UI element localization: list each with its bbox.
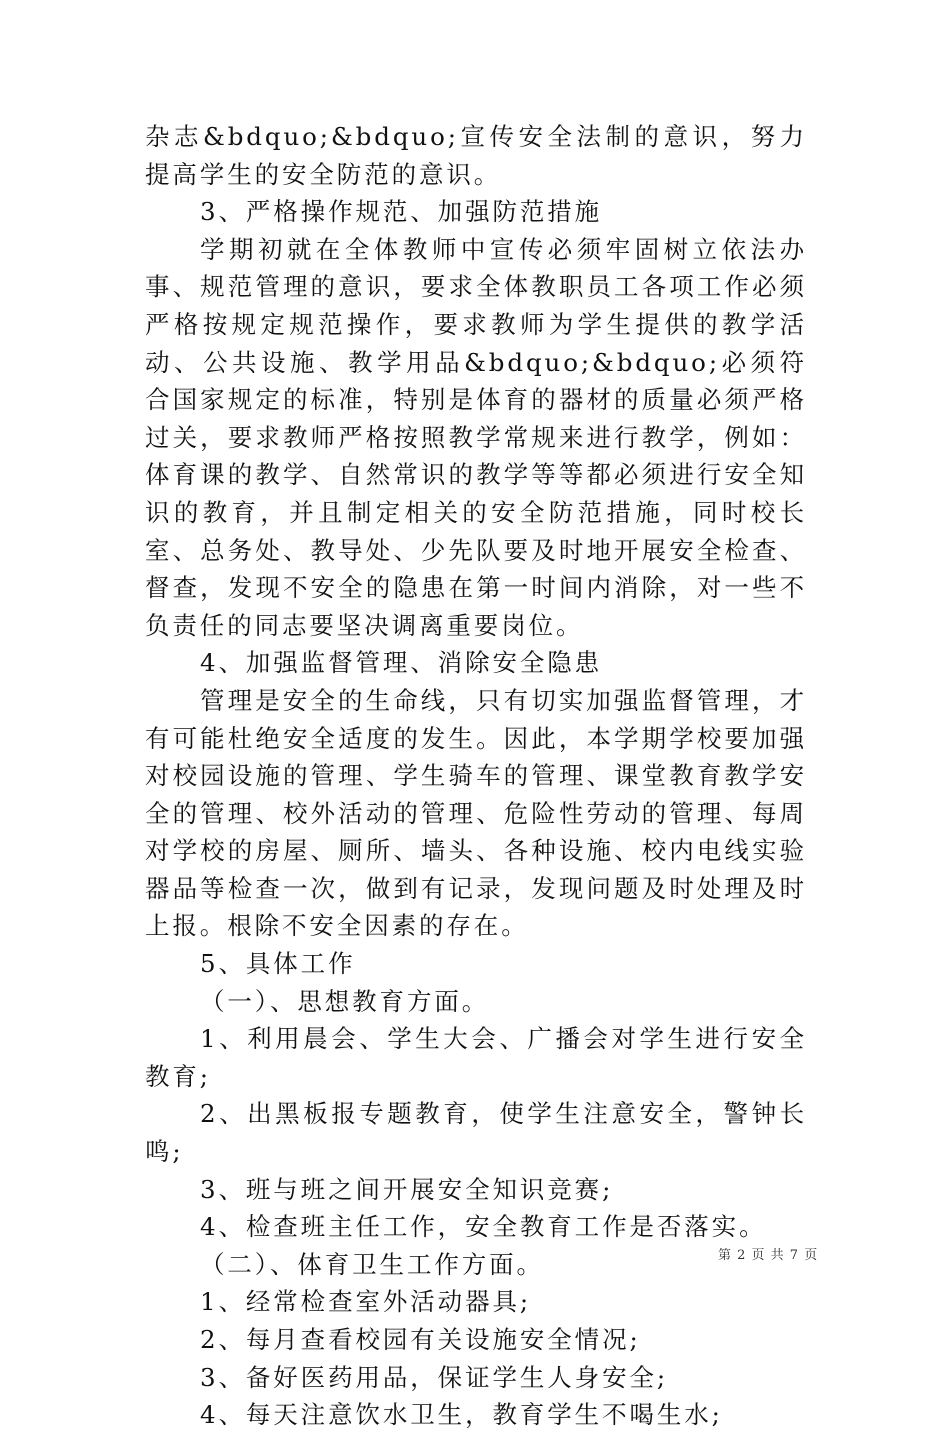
section-heading-3: 3、严格操作规范、加强防范措施 xyxy=(200,197,603,227)
section-heading-4: 4、加强监督管理、消除安全隐患 xyxy=(200,648,603,678)
list-item: 1、经常检查室外活动器具; xyxy=(200,1287,532,1317)
paragraph-intro-continuation: 杂志&bdquo;&bdquo;宣传安全法制的意识，努力提高学生的安全防范的意识。 xyxy=(145,122,807,189)
list-item: 2、出黑板报专题教育，使学生注意安全，警钟长鸣; xyxy=(145,1099,807,1167)
list-item: 4、检查班主任工作，安全教育工作是否落实。 xyxy=(200,1212,767,1242)
paragraph-section-4-body: 管理是安全的生命线，只有切实加强监督管理，才有可能杜绝安全适度的发生。因此，本学期学校要加强对校园设施的管理、学生骑车的管理、课堂教育教学安全的管理、校外活动的管理、危险性劳动的管理、每周对学校的房屋、厕所、墙头、各种设施、校内电线实验器品等检查一次，做到有记录，发现问题及时处理及时上报。根除不安全因素的存在。 xyxy=(145,685,807,941)
list-item: 1、利用晨会、学生大会、广播会对学生进行安全教育; xyxy=(145,1024,807,1091)
subsection-heading-ideological: （一）、思想教育方面。 xyxy=(200,986,490,1016)
list-item: 3、备好医药用品，保证学生人身安全; xyxy=(200,1362,669,1392)
paragraph-section-3-body: 学期初就在全体教师中宣传必须牢固树立依法办事、规范管理的意识，要求全体教职员工各项工作必须严格按规定规范操作，要求教师为学生提供的教学活动、公共设施、教学用品&bdquo;&bdquo;必须符合国家规定的标准，特别是体育的器材的质量必须严格过关，要求教师严格按照教学常规来进行教学，例如：体育课的教学、自然常识的教学等等都必须进行安全知识的教育，并且制定相关的安全防范措施，同时校长室、总务处、教导处、少先队要及时地开展安全检查、督查，发现不安全的隐患在第一时间内消除，对一些不负责任的同志要坚决调离重要岗位。 xyxy=(145,234,807,640)
subsection-heading-sports-hygiene: （二）、体育卫生工作方面。 xyxy=(200,1249,544,1279)
list-item: 3、班与班之间开展安全知识竞赛; xyxy=(200,1174,614,1204)
section-heading-5: 5、具体工作 xyxy=(200,949,356,979)
page-indicator: 第 2 页 共 7 页 xyxy=(718,1248,819,1263)
document-body xyxy=(145,118,807,1434)
list-item: 2、每月查看校园有关设施安全情况; xyxy=(200,1325,641,1354)
list-item: 4、每天注意饮水卫生，教育学生不喝生水; xyxy=(200,1400,723,1430)
